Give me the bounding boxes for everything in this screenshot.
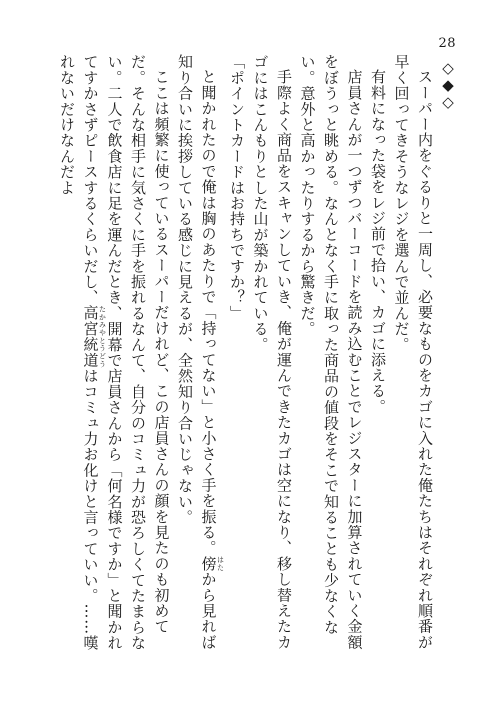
ruby-reading: はた	[216, 555, 225, 572]
body-text	[26, 54, 436, 662]
paragraph: 有料になった袋をレジ前で拾い、カゴに添える。	[369, 69, 387, 415]
ruby-reading: たかみやとうどう	[98, 305, 107, 368]
ruby-base: 傍	[199, 555, 218, 572]
hollow-diamond-icon: ◇	[442, 59, 454, 77]
text-run: はコミュ力お化けと言っていい。……嘆れないだけなんだよ	[58, 54, 100, 651]
scene-break-ornament	[436, 60, 460, 111]
paragraph: スーパー内をぐるりと一周し、必要なものをカゴに入れた俺たちはそれぞれ順番が早く回ってきそうなレジを選んで並んだ。	[392, 54, 434, 650]
filled-diamond-icon: ◆	[442, 76, 454, 94]
text-run: ここは頻繁に使っているスーパーだけれど、この店員さんの顔を見たのも初めてだ。そんな相手に気さくに手を振れるなんて、自分のコミュ力が恐ろしくてたまらない。二人で飲食店に足を運んだとき、開幕で店員さんから「何名様ですか」と聞かれてすかさずピースするくらいだし、	[81, 54, 171, 651]
text-run: と聞かれたので俺は胸のあたりで「持ってない」と小さく手を振る。	[199, 69, 218, 556]
hollow-diamond-icon: ◇	[442, 93, 454, 111]
page-number: 28	[438, 36, 456, 51]
paragraph	[173, 54, 225, 662]
text-run: から見れば知り合いに挨拶している感じに見えるが、全然知り合いじゃない。	[176, 54, 218, 650]
paragraph: 手際よく商品をスキャンしていき、俺が運んできたカゴは空になり、移し替えたカゴにはこんもりとした山が築かれている。	[251, 54, 293, 650]
ruby-annotation	[199, 555, 225, 572]
paragraph: 店員さんが一つずつバーコードを読み込むことでレジスターに加算されていく金額をぼうっと眺める。なんとなく手に取った商品の値段をそこで知ることも少なくない。意外と高かったりするから驚きだ。	[298, 54, 364, 650]
paragraph	[55, 54, 173, 662]
ruby-base: 高宮統道	[81, 305, 100, 369]
dialogue-line: 「ポイントカードはお持ちですか？」	[228, 54, 246, 321]
ruby-annotation	[81, 305, 107, 369]
